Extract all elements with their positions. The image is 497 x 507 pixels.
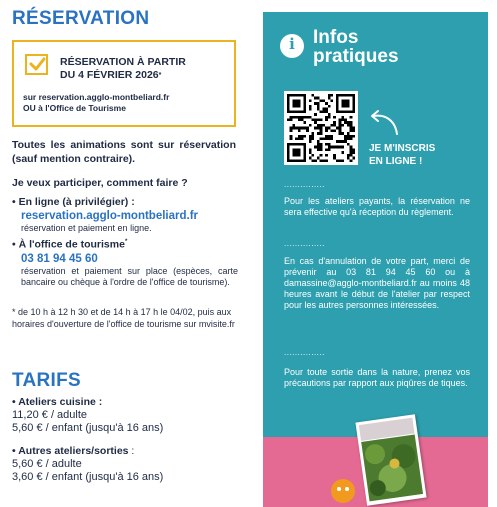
online-heading: • En ligne (à privilégier) : bbox=[12, 196, 135, 208]
infos-title: Infos pratiques bbox=[313, 27, 399, 67]
reservation-date-box bbox=[12, 40, 236, 127]
tarif-autres-adult: 5,60 € / adulte bbox=[12, 458, 82, 470]
reservation-start-date: RÉSERVATION À PARTIR DU 4 FÉVRIER 2026* bbox=[60, 56, 186, 81]
office-heading: • À l'office de tourisme* bbox=[12, 238, 128, 251]
tarif-cuisine-heading: • Ateliers cuisine : bbox=[12, 396, 103, 408]
reservation-heading: RÉSERVATION bbox=[12, 8, 150, 29]
checkbox-icon bbox=[25, 54, 48, 75]
footnote: * de 10 h à 12 h 30 et de 14 h à 17 h le 04/02, puis aux horaires d'ouverture de l'office de tourisme sur mvisite.fr bbox=[12, 307, 235, 329]
infos-pratiques-panel bbox=[263, 12, 488, 437]
ticks-info: Pour toute sortie dans la nature, prenez vos précautions par rapport aux piqûres de tiques. bbox=[284, 367, 470, 388]
curved-arrow-icon bbox=[367, 108, 401, 138]
brochure-image bbox=[355, 414, 426, 506]
cancellation-info: En cas d'annulation de votre part, merci de prévenir au 03 81 94 45 60 ou à damassine@agglo-montbeliard.fr au moins 48 heures avant le début de l'atelier par respect pour les autres personnes intéressées. bbox=[284, 256, 470, 310]
register-online-label: JE M'INSCRIS EN LIGNE ! bbox=[369, 143, 436, 167]
reservation-where: sur reservation.agglo-montbeliard.fr OU à l'Office de Tourisme bbox=[23, 92, 170, 113]
office-option bbox=[12, 236, 238, 288]
separator: ............... bbox=[284, 239, 325, 248]
tarif-cuisine-child: 5,60 € / enfant (jusqu'à 16 ans) bbox=[12, 422, 164, 434]
online-text: réservation et paiement en ligne. bbox=[21, 223, 152, 233]
payment-info: Pour les ateliers payants, la réservation ne sera effective qu'à réception du règlement. bbox=[284, 196, 470, 217]
tarif-autres-child: 3,60 € / enfant (jusqu'à 16 ans) bbox=[12, 471, 164, 483]
tarif-autres-heading: • Autres ateliers/sorties : bbox=[12, 445, 135, 457]
qr-code[interactable] bbox=[284, 91, 358, 165]
office-text: réservation et paiement sur place (espèces, carte bancaire ou chèque à l'ordre de l'office de tourisme). bbox=[21, 265, 238, 287]
info-icon: i bbox=[280, 34, 304, 58]
reservation-intro: Toutes les animations sont sur réservation (sauf mention contraire). bbox=[12, 139, 236, 165]
office-phone[interactable]: 03 81 94 45 60 bbox=[21, 252, 98, 265]
online-option bbox=[12, 196, 238, 234]
tarifs-heading: TARIFS bbox=[12, 370, 81, 391]
how-to-question: Je veux participer, comment faire ? bbox=[12, 177, 188, 189]
tarif-autres bbox=[12, 445, 242, 484]
online-link[interactable]: reservation.agglo-montbeliard.fr bbox=[21, 210, 199, 222]
separator: ............... bbox=[284, 180, 325, 189]
left-column bbox=[10, 0, 246, 507]
smiley-icon bbox=[331, 479, 355, 503]
tarif-cuisine-adult: 11,20 € / adulte bbox=[12, 409, 88, 421]
tarif-cuisine bbox=[12, 396, 242, 435]
separator: ............... bbox=[284, 348, 325, 357]
